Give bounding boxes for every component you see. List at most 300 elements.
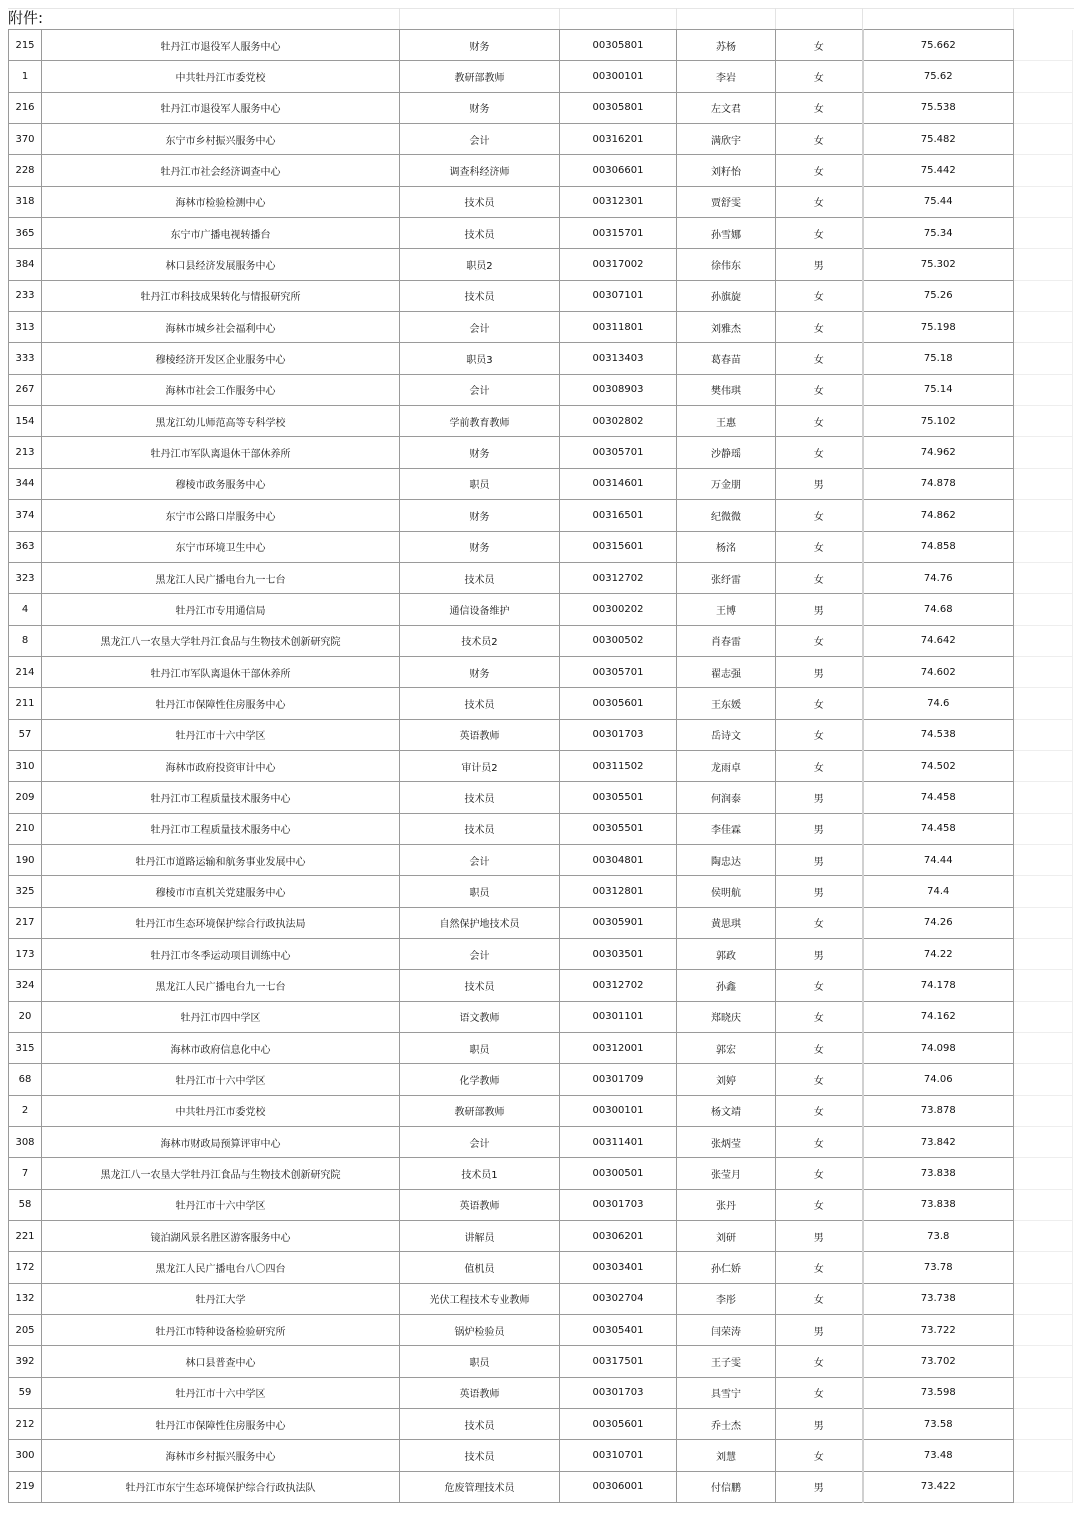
row-id-cell: 300 [9, 1440, 42, 1471]
row-id-cell: 132 [9, 1283, 42, 1314]
gender-cell: 男 [776, 938, 863, 969]
position-code-cell: 00317002 [560, 249, 677, 280]
header-grid-divider [676, 8, 677, 29]
position-code-cell: 00315701 [560, 218, 677, 249]
candidate-name-cell: 杨洺 [677, 531, 776, 562]
gender-cell: 女 [776, 280, 863, 311]
unit-name-cell: 海林市乡村振兴服务中心 [42, 1440, 400, 1471]
score-cell: 74.642 [863, 625, 1014, 656]
table-row [9, 30, 1073, 61]
empty-cell [1014, 594, 1073, 625]
score-cell: 73.722 [863, 1315, 1014, 1346]
header-grid-divider [399, 8, 400, 29]
gender-cell: 男 [776, 1471, 863, 1502]
table-row [9, 92, 1073, 123]
position-cell: 会计 [400, 938, 560, 969]
unit-name-cell: 穆棱市政务服务中心 [42, 468, 400, 499]
score-cell: 75.102 [863, 406, 1014, 437]
position-cell: 会计 [400, 312, 560, 343]
unit-name-cell: 镜泊湖风景名胜区游客服务中心 [42, 1221, 400, 1252]
position-code-cell: 00307101 [560, 280, 677, 311]
empty-cell [1014, 1001, 1073, 1032]
table-row [9, 1471, 1073, 1502]
gender-cell: 女 [776, 1127, 863, 1158]
gender-cell: 女 [776, 1189, 863, 1220]
table-row [9, 625, 1073, 656]
empty-cell [1014, 468, 1073, 499]
score-cell: 75.442 [863, 155, 1014, 186]
score-cell: 73.878 [863, 1095, 1014, 1126]
position-cell: 语文教师 [400, 1001, 560, 1032]
gender-cell: 女 [776, 186, 863, 217]
row-id-cell: 228 [9, 155, 42, 186]
candidate-name-cell: 龙雨卓 [677, 750, 776, 781]
candidate-name-cell: 张莹月 [677, 1158, 776, 1189]
position-cell: 审计员2 [400, 750, 560, 781]
position-cell: 技术员 [400, 562, 560, 593]
row-id-cell: 313 [9, 312, 42, 343]
score-cell: 74.098 [863, 1033, 1014, 1064]
gender-cell: 男 [776, 1221, 863, 1252]
row-id-cell: 172 [9, 1252, 42, 1283]
candidate-name-cell: 苏杨 [677, 30, 776, 61]
header-grid-divider [559, 8, 560, 29]
empty-cell [1014, 907, 1073, 938]
position-cell: 技术员2 [400, 625, 560, 656]
position-cell: 职员2 [400, 249, 560, 280]
table-row [9, 468, 1073, 499]
score-cell: 74.458 [863, 813, 1014, 844]
unit-name-cell: 牡丹江市社会经济调查中心 [42, 155, 400, 186]
score-cell: 73.838 [863, 1189, 1014, 1220]
candidate-name-cell: 郑晓庆 [677, 1001, 776, 1032]
candidate-name-cell: 樊伟琪 [677, 374, 776, 405]
position-code-cell: 00301703 [560, 719, 677, 750]
gender-cell: 女 [776, 907, 863, 938]
results-table-body [9, 30, 1073, 1503]
score-cell: 73.842 [863, 1127, 1014, 1158]
row-id-cell: 233 [9, 280, 42, 311]
position-code-cell: 00312801 [560, 876, 677, 907]
position-code-cell: 00305901 [560, 907, 677, 938]
candidate-name-cell: 李佳霖 [677, 813, 776, 844]
candidate-name-cell: 张炳莹 [677, 1127, 776, 1158]
unit-name-cell: 黑龙江幼儿师范高等专科学校 [42, 406, 400, 437]
row-id-cell: 59 [9, 1377, 42, 1408]
position-code-cell: 00301703 [560, 1189, 677, 1220]
empty-cell [1014, 719, 1073, 750]
gender-cell: 女 [776, 343, 863, 374]
candidate-name-cell: 郭政 [677, 938, 776, 969]
position-code-cell: 00301709 [560, 1064, 677, 1095]
score-cell: 74.538 [863, 719, 1014, 750]
candidate-name-cell: 具雪宁 [677, 1377, 776, 1408]
table-row [9, 813, 1073, 844]
header-grid-divider [1013, 8, 1014, 29]
table-row [9, 594, 1073, 625]
row-id-cell: 221 [9, 1221, 42, 1252]
candidate-name-cell: 郭宏 [677, 1033, 776, 1064]
table-row [9, 155, 1073, 186]
empty-cell [1014, 1189, 1073, 1220]
gender-cell: 女 [776, 719, 863, 750]
score-cell: 74.76 [863, 562, 1014, 593]
position-cell: 职员3 [400, 343, 560, 374]
position-cell: 财务 [400, 656, 560, 687]
position-cell: 会计 [400, 844, 560, 875]
unit-name-cell: 牡丹江市十六中学区 [42, 719, 400, 750]
empty-cell [1014, 343, 1073, 374]
position-code-cell: 00305401 [560, 1315, 677, 1346]
empty-cell [1014, 124, 1073, 155]
table-row [9, 656, 1073, 687]
unit-name-cell: 牡丹江市科技成果转化与情报研究所 [42, 280, 400, 311]
empty-cell [1014, 938, 1073, 969]
table-row [9, 844, 1073, 875]
empty-cell [1014, 1064, 1073, 1095]
position-code-cell: 00316201 [560, 124, 677, 155]
unit-name-cell: 牡丹江市工程质量技术服务中心 [42, 782, 400, 813]
unit-name-cell: 牡丹江市保障性住房服务中心 [42, 688, 400, 719]
position-cell: 化学教师 [400, 1064, 560, 1095]
row-id-cell: 344 [9, 468, 42, 499]
empty-cell [1014, 312, 1073, 343]
score-cell: 74.178 [863, 970, 1014, 1001]
unit-name-cell: 中共牡丹江市委党校 [42, 61, 400, 92]
table-row [9, 186, 1073, 217]
row-id-cell: 323 [9, 562, 42, 593]
gender-cell: 女 [776, 970, 863, 1001]
score-cell: 74.862 [863, 500, 1014, 531]
position-code-cell: 00301703 [560, 1377, 677, 1408]
table-row [9, 312, 1073, 343]
position-code-cell: 00315601 [560, 531, 677, 562]
candidate-name-cell: 满欣宇 [677, 124, 776, 155]
score-cell: 73.702 [863, 1346, 1014, 1377]
position-cell: 危废管理技术员 [400, 1471, 560, 1502]
position-code-cell: 00314601 [560, 468, 677, 499]
candidate-name-cell: 侯明航 [677, 876, 776, 907]
gender-cell: 女 [776, 155, 863, 186]
unit-name-cell: 海林市城乡社会福利中心 [42, 312, 400, 343]
gender-cell: 男 [776, 1315, 863, 1346]
gender-cell: 女 [776, 625, 863, 656]
score-cell: 74.68 [863, 594, 1014, 625]
empty-cell [1014, 750, 1073, 781]
score-cell: 75.302 [863, 249, 1014, 280]
gender-cell: 男 [776, 468, 863, 499]
candidate-name-cell: 杨文靖 [677, 1095, 776, 1126]
table-row [9, 406, 1073, 437]
gender-cell: 男 [776, 813, 863, 844]
position-code-cell: 00300101 [560, 61, 677, 92]
position-code-cell: 00305601 [560, 1409, 677, 1440]
position-code-cell: 00311801 [560, 312, 677, 343]
unit-name-cell: 中共牡丹江市委党校 [42, 1095, 400, 1126]
table-row [9, 1033, 1073, 1064]
position-code-cell: 00316501 [560, 500, 677, 531]
table-row [9, 343, 1073, 374]
unit-name-cell: 穆棱市市直机关党建服务中心 [42, 876, 400, 907]
row-id-cell: 20 [9, 1001, 42, 1032]
score-cell: 75.538 [863, 92, 1014, 123]
score-cell: 75.482 [863, 124, 1014, 155]
unit-name-cell: 海林市政府投资审计中心 [42, 750, 400, 781]
score-cell: 75.34 [863, 218, 1014, 249]
candidate-name-cell: 李彤 [677, 1283, 776, 1314]
position-code-cell: 00303501 [560, 938, 677, 969]
empty-cell [1014, 249, 1073, 280]
score-cell: 75.18 [863, 343, 1014, 374]
gender-cell: 男 [776, 594, 863, 625]
position-cell: 技术员 [400, 280, 560, 311]
score-cell: 74.06 [863, 1064, 1014, 1095]
table-row [9, 1409, 1073, 1440]
position-code-cell: 00311401 [560, 1127, 677, 1158]
candidate-name-cell: 翟志强 [677, 656, 776, 687]
position-cell: 值机员 [400, 1252, 560, 1283]
gender-cell: 女 [776, 406, 863, 437]
row-id-cell: 8 [9, 625, 42, 656]
gender-cell: 女 [776, 1440, 863, 1471]
candidate-name-cell: 王东媛 [677, 688, 776, 719]
empty-cell [1014, 1158, 1073, 1189]
score-cell: 75.44 [863, 186, 1014, 217]
table-row [9, 218, 1073, 249]
candidate-name-cell: 沙静瑶 [677, 437, 776, 468]
gender-cell: 女 [776, 61, 863, 92]
table-row [9, 531, 1073, 562]
empty-cell [1014, 813, 1073, 844]
table-row [9, 876, 1073, 907]
position-code-cell: 00311502 [560, 750, 677, 781]
row-id-cell: 325 [9, 876, 42, 907]
row-id-cell: 57 [9, 719, 42, 750]
position-code-cell: 00300101 [560, 1095, 677, 1126]
score-cell: 74.962 [863, 437, 1014, 468]
row-id-cell: 190 [9, 844, 42, 875]
table-row [9, 1158, 1073, 1189]
position-code-cell: 00306001 [560, 1471, 677, 1502]
position-cell: 职员 [400, 876, 560, 907]
row-id-cell: 205 [9, 1315, 42, 1346]
table-row [9, 907, 1073, 938]
row-id-cell: 216 [9, 92, 42, 123]
candidate-name-cell: 王子雯 [677, 1346, 776, 1377]
empty-cell [1014, 406, 1073, 437]
position-code-cell: 00312702 [560, 970, 677, 1001]
empty-cell [1014, 1221, 1073, 1252]
candidate-name-cell: 何润泰 [677, 782, 776, 813]
position-code-cell: 00305801 [560, 92, 677, 123]
empty-cell [1014, 1346, 1073, 1377]
position-cell: 教研部教师 [400, 1095, 560, 1126]
row-id-cell: 365 [9, 218, 42, 249]
gender-cell: 女 [776, 1158, 863, 1189]
candidate-name-cell: 王博 [677, 594, 776, 625]
unit-name-cell: 牡丹江市退役军人服务中心 [42, 92, 400, 123]
empty-cell [1014, 562, 1073, 593]
row-id-cell: 217 [9, 907, 42, 938]
table-row [9, 1440, 1073, 1471]
position-code-cell: 00310701 [560, 1440, 677, 1471]
empty-cell [1014, 1377, 1073, 1408]
row-id-cell: 315 [9, 1033, 42, 1064]
position-cell: 技术员 [400, 813, 560, 844]
row-id-cell: 384 [9, 249, 42, 280]
score-cell: 74.44 [863, 844, 1014, 875]
gender-cell: 女 [776, 92, 863, 123]
row-id-cell: 213 [9, 437, 42, 468]
table-row [9, 500, 1073, 531]
table-row [9, 938, 1073, 969]
position-cell: 技术员1 [400, 1158, 560, 1189]
row-id-cell: 173 [9, 938, 42, 969]
unit-name-cell: 牡丹江市专用通信局 [42, 594, 400, 625]
candidate-name-cell: 左文君 [677, 92, 776, 123]
table-row [9, 280, 1073, 311]
header-grid-divider [862, 8, 863, 29]
empty-cell [1014, 1315, 1073, 1346]
gender-cell: 女 [776, 30, 863, 61]
score-cell: 74.602 [863, 656, 1014, 687]
empty-cell [1014, 374, 1073, 405]
table-row [9, 1283, 1073, 1314]
row-id-cell: 210 [9, 813, 42, 844]
unit-name-cell: 牡丹江市生态环境保护综合行政执法局 [42, 907, 400, 938]
header-grid-line [8, 8, 1074, 9]
empty-cell [1014, 61, 1073, 92]
unit-name-cell: 黑龙江人民广播电台八〇四台 [42, 1252, 400, 1283]
gender-cell: 女 [776, 312, 863, 343]
gender-cell: 男 [776, 656, 863, 687]
unit-name-cell: 黑龙江人民广播电台九一七台 [42, 970, 400, 1001]
score-cell: 74.458 [863, 782, 1014, 813]
row-id-cell: 318 [9, 186, 42, 217]
unit-name-cell: 牡丹江市十六中学区 [42, 1064, 400, 1095]
gender-cell: 女 [776, 218, 863, 249]
table-row [9, 688, 1073, 719]
position-code-cell: 00308903 [560, 374, 677, 405]
sheet-title: 附件: [8, 9, 44, 27]
table-row [9, 1346, 1073, 1377]
table-row [9, 562, 1073, 593]
row-id-cell: 1 [9, 61, 42, 92]
unit-name-cell: 海林市政府信息化中心 [42, 1033, 400, 1064]
unit-name-cell: 牡丹江市特种设备检验研究所 [42, 1315, 400, 1346]
candidate-name-cell: 肖春雷 [677, 625, 776, 656]
position-code-cell: 00305501 [560, 782, 677, 813]
empty-cell [1014, 1283, 1073, 1314]
gender-cell: 男 [776, 782, 863, 813]
gender-cell: 女 [776, 1095, 863, 1126]
score-cell: 75.662 [863, 30, 1014, 61]
candidate-name-cell: 张丹 [677, 1189, 776, 1220]
row-id-cell: 212 [9, 1409, 42, 1440]
unit-name-cell: 黑龙江人民广播电台九一七台 [42, 562, 400, 593]
candidate-name-cell: 刘婷 [677, 1064, 776, 1095]
empty-cell [1014, 625, 1073, 656]
position-cell: 光伏工程技术专业教师 [400, 1283, 560, 1314]
unit-name-cell: 穆棱经济开发区企业服务中心 [42, 343, 400, 374]
score-cell: 73.78 [863, 1252, 1014, 1283]
candidate-name-cell: 乔士杰 [677, 1409, 776, 1440]
score-cell: 75.198 [863, 312, 1014, 343]
position-cell: 英语教师 [400, 719, 560, 750]
empty-cell [1014, 531, 1073, 562]
score-cell: 75.62 [863, 61, 1014, 92]
row-id-cell: 219 [9, 1471, 42, 1502]
candidate-name-cell: 孙旗旋 [677, 280, 776, 311]
row-id-cell: 68 [9, 1064, 42, 1095]
position-cell: 会计 [400, 124, 560, 155]
score-cell: 74.26 [863, 907, 1014, 938]
empty-cell [1014, 30, 1073, 61]
position-cell: 英语教师 [400, 1377, 560, 1408]
gender-cell: 女 [776, 1283, 863, 1314]
empty-cell [1014, 1095, 1073, 1126]
candidate-name-cell: 孙雪娜 [677, 218, 776, 249]
gender-cell: 女 [776, 750, 863, 781]
empty-cell [1014, 1409, 1073, 1440]
candidate-name-cell: 岳诗文 [677, 719, 776, 750]
score-cell: 73.738 [863, 1283, 1014, 1314]
score-cell: 73.422 [863, 1471, 1014, 1502]
candidate-name-cell: 陶忠达 [677, 844, 776, 875]
table-row [9, 1064, 1073, 1095]
table-row [9, 1001, 1073, 1032]
empty-cell [1014, 1127, 1073, 1158]
gender-cell: 女 [776, 1033, 863, 1064]
gender-cell: 女 [776, 562, 863, 593]
empty-cell [1014, 437, 1073, 468]
table-row [9, 124, 1073, 155]
position-cell: 教研部教师 [400, 61, 560, 92]
unit-name-cell: 牡丹江市十六中学区 [42, 1377, 400, 1408]
candidate-name-cell: 徐伟东 [677, 249, 776, 280]
empty-cell [1014, 186, 1073, 217]
unit-name-cell: 黑龙江八一农垦大学牡丹江食品与生物技术创新研究院 [42, 625, 400, 656]
position-cell: 讲解员 [400, 1221, 560, 1252]
score-cell: 74.6 [863, 688, 1014, 719]
gender-cell: 男 [776, 249, 863, 280]
row-id-cell: 363 [9, 531, 42, 562]
candidate-name-cell: 刘慧 [677, 1440, 776, 1471]
table-row [9, 1377, 1073, 1408]
position-cell: 财务 [400, 30, 560, 61]
unit-name-cell: 牡丹江大学 [42, 1283, 400, 1314]
score-cell: 74.878 [863, 468, 1014, 499]
row-id-cell: 58 [9, 1189, 42, 1220]
candidate-name-cell: 闫荣涛 [677, 1315, 776, 1346]
candidate-name-cell: 刘研 [677, 1221, 776, 1252]
position-code-cell: 00305501 [560, 813, 677, 844]
position-cell: 技术员 [400, 970, 560, 1001]
unit-name-cell: 牡丹江市工程质量技术服务中心 [42, 813, 400, 844]
position-code-cell: 00305801 [560, 30, 677, 61]
position-cell: 技术员 [400, 1440, 560, 1471]
position-cell: 职员 [400, 468, 560, 499]
position-code-cell: 00305701 [560, 437, 677, 468]
table-row [9, 1221, 1073, 1252]
unit-name-cell: 牡丹江市军队离退休干部休养所 [42, 656, 400, 687]
unit-name-cell: 牡丹江市军队离退休干部休养所 [42, 437, 400, 468]
position-cell: 财务 [400, 531, 560, 562]
unit-name-cell: 林口县经济发展服务中心 [42, 249, 400, 280]
candidate-name-cell: 王惠 [677, 406, 776, 437]
position-code-cell: 00300501 [560, 1158, 677, 1189]
score-cell: 74.4 [863, 876, 1014, 907]
